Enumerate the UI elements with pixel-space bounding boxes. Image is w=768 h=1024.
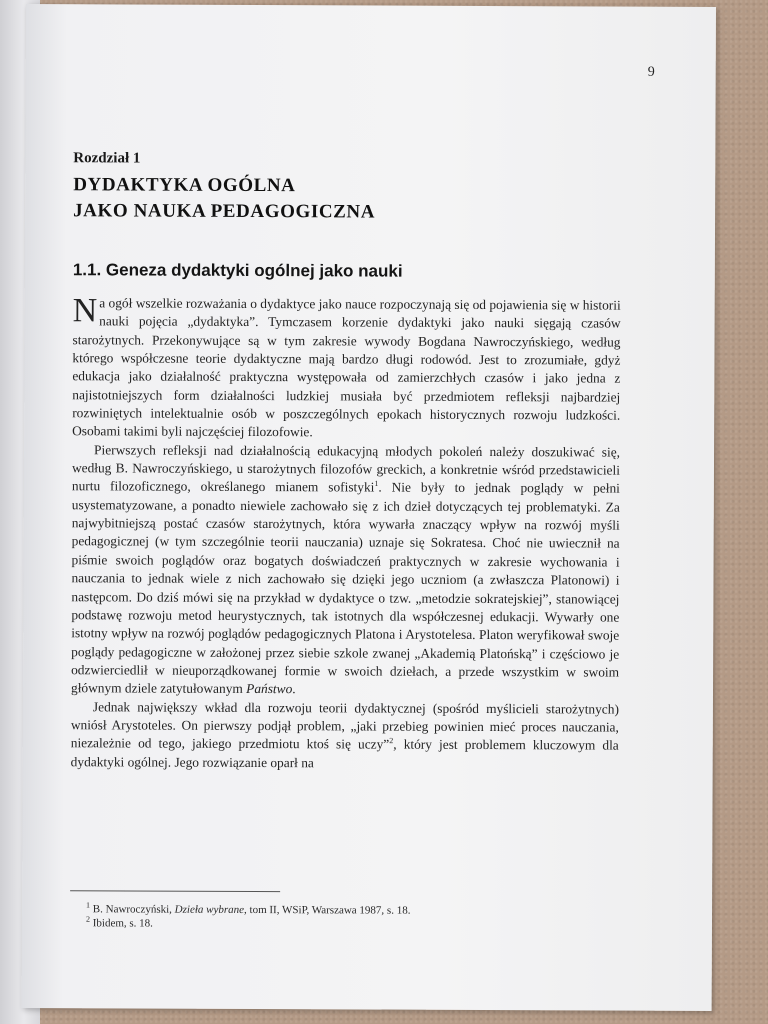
drop-cap: N — [72, 292, 98, 330]
paragraph-3-text-b: , który jest problemem kluczowym dla dydaktyki ogólnej. Jego rozwiązanie oparł na — [70, 736, 619, 770]
footnote-ref-1: 1 — [374, 479, 379, 489]
footnote-1-rest: , tom II, WSiP, Warszawa 1987, s. 18. — [244, 903, 411, 917]
footnote-1 — [86, 902, 410, 917]
footnote-ref-2: 2 — [389, 736, 394, 746]
footnote-2-text: Ibidem, s. 18. — [92, 917, 153, 930]
paragraph-3 — [71, 698, 619, 774]
paragraph-1-text: a ogół wszelkie rozważania o dydaktyce jako nauce rozpoczynają się od pojawienia się w historii nauki pojęcia „dydaktyka”. Tymczasem korzenie dydaktyki jako nauki sięgają czasów starożytnych. Przekonywujące są w tym zakresie wywody Bogdana Nawroczyńskiego, według którego współczesne teorie dydaktyczne mają bardzo długi rodowód. Jest to zrozumiałe, gdyż edukacja jako działalność praktyczna występowała od zamierzchłych czasów i jako jedna z najistotniejszych form działalności ludzkiej musiała być przedmiotem refleksji najbardziej rozwiniętych intelektualnie osób w poszczególnych epokach historycznych rozwoju ludzkości. Osobami takimi byli najczęściej filozofowie. — [72, 295, 621, 440]
paragraph-2 — [71, 441, 620, 700]
footnote-2-number: 2 — [85, 914, 91, 924]
chapter-label: Rozdział 1 — [73, 150, 141, 167]
chapter-title — [73, 172, 375, 225]
footnote-divider — [70, 890, 280, 892]
paragraph-2-text-a: Pierwszych refleksji nad działalnością edukacyjną młodych pokoleń należy doszukiwać się, według B. Nawroczyńskiego, u starożytnych filozofów greckich, a konkretnie wśród przedstawicieli nurtu filozoficznego, określanego mianem sofistyki — [71, 442, 621, 495]
footnote-1-title: Dzieła wybrane — [174, 903, 245, 916]
paragraph-3-text-a: Jednak największy wkład dla rozwoju teorii dydaktycznej (spośród myślicieli starożytnych) wniósł Arystoteles. On pierwszy podjął problem, „jaki przebieg powinien mieć proces nauczania, niezależnie od tego, jakiego przedmiotu ktoś się uczy” — [70, 698, 619, 752]
footnotes — [86, 902, 411, 931]
page-number: 9 — [647, 64, 655, 80]
footnote-2 — [86, 916, 410, 931]
chapter-title-line-2: JAKO NAUKA PEDAGOGICZNA — [73, 200, 376, 223]
footnote-1-author: B. Nawroczyński, — [92, 903, 175, 916]
paragraph-1 — [72, 294, 621, 443]
paragraph-2-end: . — [292, 681, 296, 697]
section-title: 1.1. Geneza dydaktyki ogólnej jako nauki — [72, 260, 403, 281]
paragraph-2-text-b: . Nie były to jednak poglądy w pełni usystematyzowane, a ponadto niewiele zachowało się z ich dzieł dotyczących tej problematyki. Za najwybitniejszą postać czasów starożytnych, która wywarła znaczący wpływ na rozwój myśli pedagogicznej (w tym szczególnie teorii nauczania) uznaje się Sokratesa. Choć nie uwiecznił na piśmie swoich poglądów oraz bogatych doświadczeń praktycznych w zakresie wychowania i nauczania to jednak wiele z nich zachowało się dzięki jego uczniom (a zwłaszcza Platonowi) i następcom. Do dziś mówi się na przykład w dydaktyce o tzw. „metodzie sokratejskiej”, stanowiącej podstawę rozwoju metod heurystycznych, tak istotnych dla współczesnej edukacji. Wywarły one istotny wpływ na rozwój poglądów pedagogicznych Platona i Arystotelesa. Platon weryfikował swoje poglądy pedagogiczne w założonej przez siebie szkole zwanej „Akademią Platońską” i częściowo je odzwierciedlił w nieuporządkowanej formie w swoich dziełach, a przede wszystkim w swoim głównym dziele zatytułowanym — [70, 479, 620, 697]
book-title-italic: Państwo — [246, 681, 293, 697]
chapter-title-line-1: DYDAKTYKA OGÓLNA — [73, 174, 296, 197]
body-text — [71, 294, 621, 773]
book-page — [22, 4, 716, 1011]
footnote-1-number: 1 — [86, 900, 91, 910]
